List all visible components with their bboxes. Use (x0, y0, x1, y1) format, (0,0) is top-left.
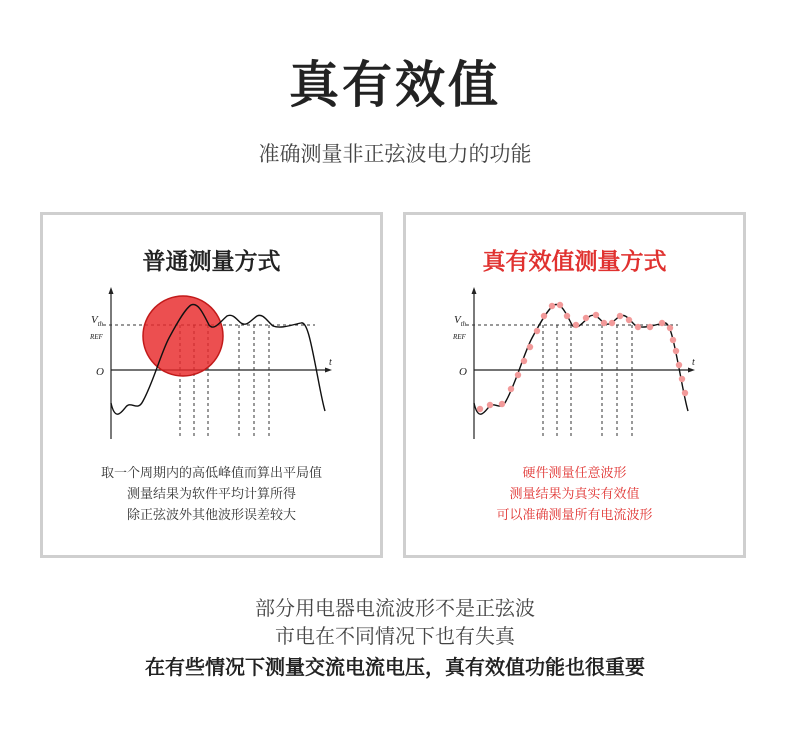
panel-title: 真有效值测量方式 (482, 249, 667, 275)
peak-highlight-circle (143, 296, 223, 376)
footer-text (0, 594, 790, 681)
desc-line: 测量结果为真实有效值 (509, 487, 640, 502)
graph-axes (109, 287, 333, 439)
desc-line: 测量结果为软件平均计算所得 (126, 487, 296, 502)
page-title: 真有效值 (289, 56, 501, 114)
footer-line-1: 部分用电器电流波形不是正弦波 (255, 596, 535, 620)
y-axis-label-vth: $V_{th}$ (454, 314, 467, 328)
panel-normal-measurement (40, 212, 383, 558)
page-subtitle: 准确测量非正弦波电力的功能 (258, 142, 532, 166)
waveform-curve (474, 305, 688, 415)
panel-title: 普通测量方式 (142, 249, 281, 275)
desc-line: 除正弦波外其他波形误差较大 (126, 508, 296, 523)
origin-label: O (96, 366, 104, 378)
panel-true-rms-measurement (403, 212, 746, 558)
panel-description (43, 463, 380, 526)
footer-line-2: 市电在不同情况下也有失真 (275, 624, 515, 648)
desc-line: 硬件测量任意波形 (522, 466, 627, 481)
origin-label: O (459, 366, 467, 378)
graph-axes (472, 287, 696, 439)
y-axis-label-vth: $V_{th}$ (91, 314, 104, 328)
waveform-graph-true-rms (406, 283, 749, 443)
desc-line: 可以准确测量所有电流波形 (496, 508, 653, 523)
footer-line-emphasis: 在有些情况下测量交流电流电压，真有效值功能也很重要 (145, 655, 645, 679)
sample-lines (543, 325, 632, 438)
x-axis-label-t: t (692, 357, 695, 368)
x-axis-label-t: t (329, 357, 332, 368)
y-axis-label-ref: REF (453, 333, 466, 341)
y-axis-label-ref: REF (90, 333, 103, 341)
panel-description (406, 463, 743, 526)
waveform-graph-normal (43, 283, 386, 443)
desc-line: 取一个周期内的高低峰值而算出平局值 (100, 466, 322, 481)
